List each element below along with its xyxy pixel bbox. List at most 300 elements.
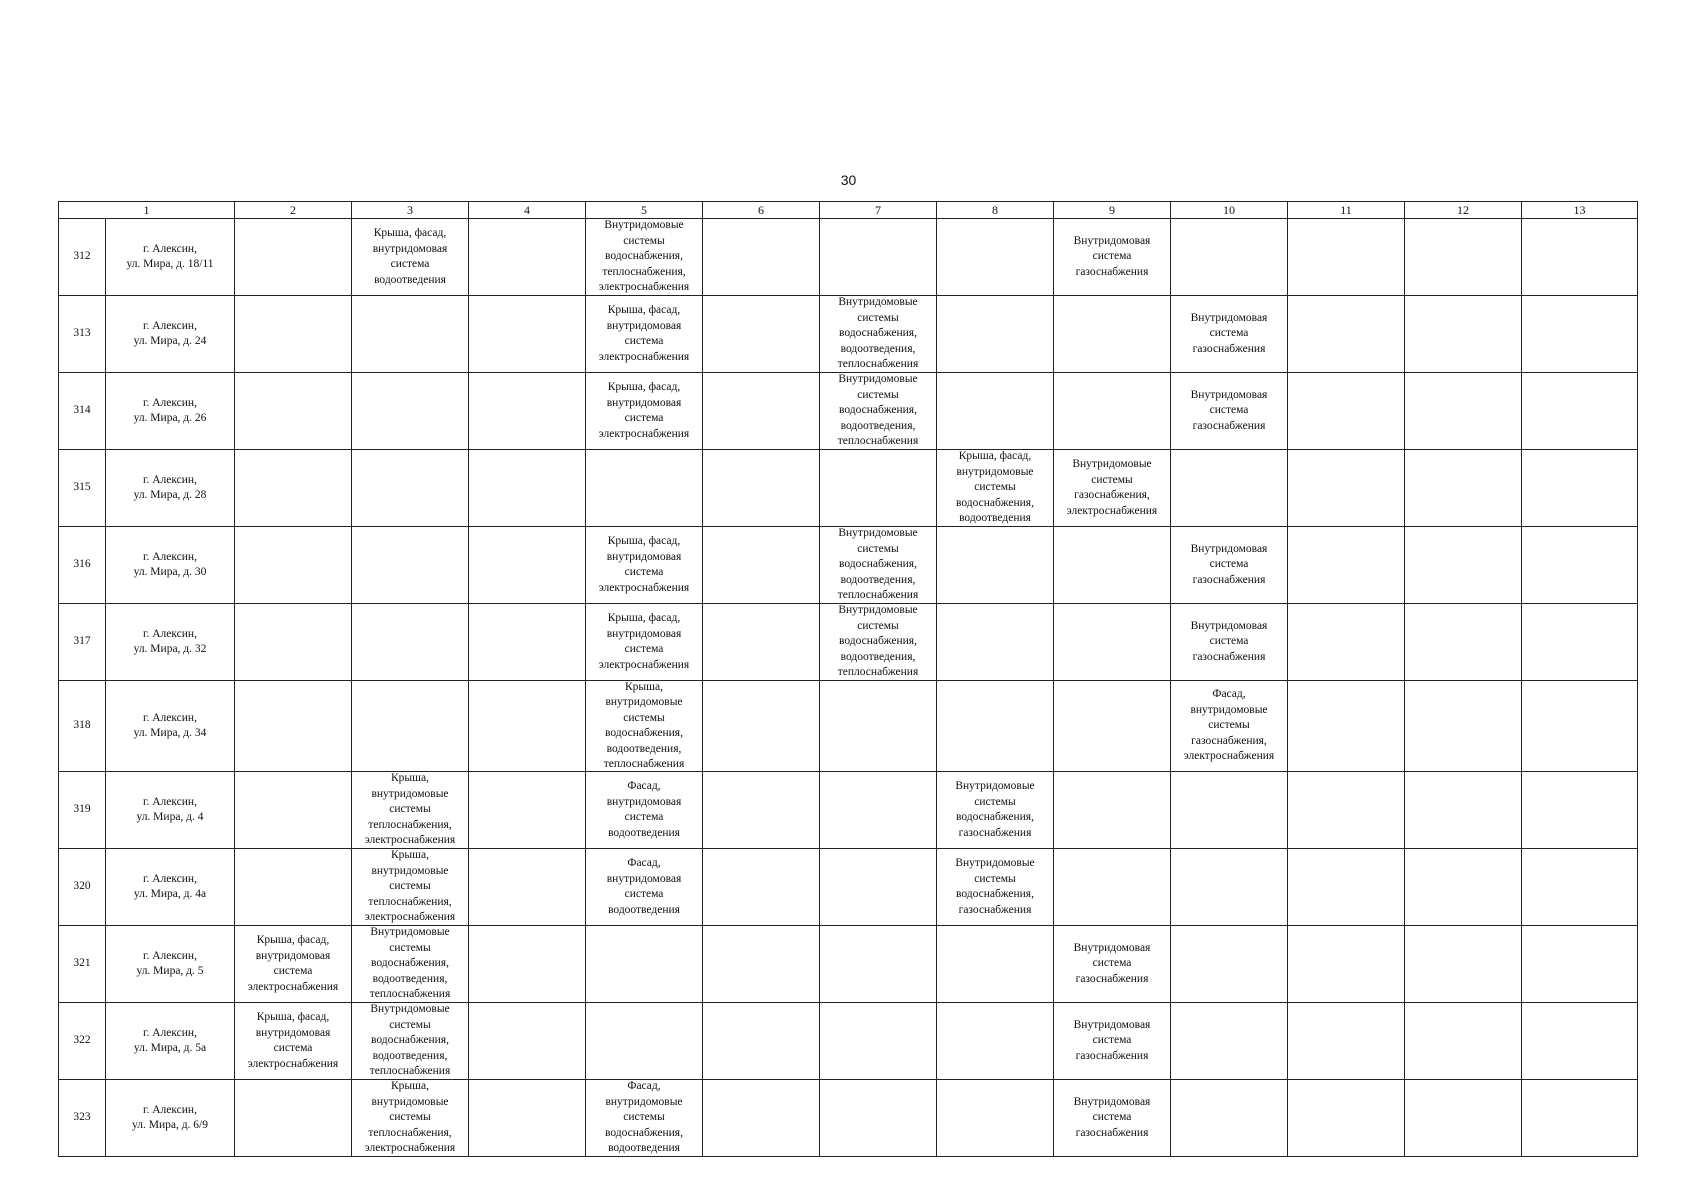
work-cell-col-5 <box>586 527 703 604</box>
cell-text-line: водоотведения, <box>840 342 916 355</box>
column-header-13: 13 <box>1522 202 1638 219</box>
column-header-2: 2 <box>235 202 352 219</box>
cell-text-line: водоснабжения, <box>605 1126 683 1139</box>
table-row <box>59 849 1638 926</box>
work-cell-col-3 <box>352 926 469 1003</box>
work-cell-col-4 <box>469 373 586 450</box>
cell-text-line: ул. Мира, д. 28 <box>133 489 207 501</box>
cell-text-line: внутридомовые <box>1190 703 1268 716</box>
cell-text-line: электроснабжения <box>598 281 690 294</box>
cell-text-line: Внутридомовая <box>1073 1095 1151 1108</box>
cell-text-line: г. Алексин, <box>143 473 197 486</box>
address-cell <box>106 772 235 849</box>
work-cell-col-2 <box>235 296 352 373</box>
cell-text-line: ул. Мира, д. 4а <box>133 888 207 900</box>
cell-text-line: внутридомовая <box>606 627 682 640</box>
cell-text-line: теплоснабжения, <box>368 818 452 831</box>
cell-text-line: электроснабжения <box>598 427 690 440</box>
work-cell-col-8 <box>937 219 1054 296</box>
address-cell <box>106 219 235 296</box>
cell-text-line: системы <box>857 311 899 324</box>
work-cell-col-7 <box>820 1080 937 1157</box>
work-cell-col-9 <box>1054 681 1171 772</box>
cell-text-line: водоотведения <box>959 512 1031 525</box>
work-cell-col-2 <box>235 681 352 772</box>
cell-text-line: газоснабжения <box>958 826 1032 839</box>
column-header-12: 12 <box>1405 202 1522 219</box>
cell-text-line: водоснабжения, <box>605 727 683 739</box>
cell-text-line: Крыша, фасад, <box>958 450 1032 463</box>
cell-text-line: Внутридомовые <box>370 1003 450 1016</box>
work-cell-col-9 <box>1054 1080 1171 1157</box>
cell-text-line: Внутридомовые <box>838 527 918 540</box>
cell-text-line: ул. Мира, д. 32 <box>133 643 207 655</box>
cell-text-line: водоснабжения, <box>956 496 1034 509</box>
work-cell-col-6 <box>703 849 820 926</box>
work-cell-col-12 <box>1405 926 1522 1003</box>
work-cell-col-10 <box>1171 772 1288 849</box>
work-cell-col-10 <box>1171 296 1288 373</box>
work-cell-col-4 <box>469 926 586 1003</box>
work-cell-col-5 <box>586 849 703 926</box>
work-cell-col-12 <box>1405 604 1522 681</box>
work-cell-col-10 <box>1171 849 1288 926</box>
work-cell-col-8 <box>937 296 1054 373</box>
work-cell-col-13 <box>1522 450 1638 527</box>
cell-text-line: системы <box>623 711 665 724</box>
work-cell-col-7 <box>820 849 937 926</box>
table-row <box>59 450 1638 527</box>
work-cell-col-12 <box>1405 450 1522 527</box>
table-body <box>59 219 1638 1157</box>
work-cell-col-13 <box>1522 1080 1638 1157</box>
cell-text-line: Крыша, фасад, <box>607 304 681 316</box>
table-row <box>59 604 1638 681</box>
work-cell-col-6 <box>703 1080 820 1157</box>
address-cell <box>106 527 235 604</box>
work-cell-col-6 <box>703 527 820 604</box>
cell-text-line: внутридомовая <box>606 550 682 563</box>
cell-text-line: система <box>1092 250 1132 263</box>
column-header-5: 5 <box>586 202 703 219</box>
work-cell-col-9 <box>1054 1003 1171 1080</box>
cell-text-line: внутридомовая <box>606 319 682 332</box>
cell-text-line: система <box>273 965 313 977</box>
cell-text-line: электроснабжения <box>598 350 690 363</box>
repair-schedule-table <box>58 201 1638 1157</box>
work-cell-col-5 <box>586 450 703 527</box>
work-cell-col-2 <box>235 373 352 450</box>
cell-text-line: Внутридомовые <box>838 373 918 386</box>
work-cell-col-6 <box>703 681 820 772</box>
cell-text-line: водоснабжения, <box>839 404 917 417</box>
work-cell-col-11 <box>1288 926 1405 1003</box>
cell-text-line: система <box>624 811 664 823</box>
work-cell-col-2 <box>235 219 352 296</box>
cell-text-line: системы <box>974 795 1016 808</box>
cell-text-line: водоснабжения, <box>371 957 449 970</box>
cell-text-line: внутридомовая <box>255 949 331 962</box>
column-header-3: 3 <box>352 202 469 219</box>
cell-text-line: системы <box>1091 473 1133 486</box>
work-cell-col-13 <box>1522 527 1638 604</box>
work-cell-col-13 <box>1522 849 1638 926</box>
row-number-cell: 319 <box>59 772 106 849</box>
cell-text-line: теплоснабжения <box>369 988 451 1001</box>
work-cell-col-9 <box>1054 450 1171 527</box>
work-cell-col-9 <box>1054 604 1171 681</box>
cell-text-line: Крыша, <box>391 1080 429 1093</box>
table-row <box>59 681 1638 772</box>
work-cell-col-7 <box>820 926 937 1003</box>
address-cell <box>106 681 235 772</box>
work-cell-col-12 <box>1405 849 1522 926</box>
work-cell-col-4 <box>469 604 586 681</box>
cell-text-line: Крыша, фасад, <box>373 227 447 239</box>
work-cell-col-7 <box>820 450 937 527</box>
work-cell-col-5 <box>586 373 703 450</box>
work-cell-col-9 <box>1054 373 1171 450</box>
work-cell-col-12 <box>1405 296 1522 373</box>
cell-text-line: ул. Мира, д. 6/9 <box>131 1119 208 1131</box>
cell-text-line: Внутридомовые <box>955 857 1035 869</box>
table-row <box>59 296 1638 373</box>
work-cell-col-7 <box>820 527 937 604</box>
work-cell-col-10 <box>1171 681 1288 772</box>
work-cell-col-11 <box>1288 1080 1405 1157</box>
cell-text-line: газоснабжения, <box>1074 489 1150 501</box>
cell-text-line: системы <box>389 880 431 893</box>
work-cell-col-8 <box>937 527 1054 604</box>
cell-text-line: система <box>624 888 664 900</box>
work-cell-col-7 <box>820 219 937 296</box>
work-cell-col-12 <box>1405 681 1522 772</box>
address-cell <box>106 849 235 926</box>
work-cell-col-13 <box>1522 926 1638 1003</box>
cell-text-line: газоснабжения <box>1192 342 1266 355</box>
cell-text-line: газоснабжения <box>1075 1049 1149 1062</box>
work-cell-col-2 <box>235 1003 352 1080</box>
work-cell-col-8 <box>937 926 1054 1003</box>
work-cell-col-11 <box>1288 527 1405 604</box>
work-cell-col-8 <box>937 604 1054 681</box>
work-cell-col-5 <box>586 772 703 849</box>
address-cell <box>106 450 235 527</box>
cell-text-line: г. Алексин, <box>143 1026 197 1039</box>
cell-text-line: внутридомовая <box>255 1026 331 1039</box>
column-header-8: 8 <box>937 202 1054 219</box>
work-cell-col-4 <box>469 1080 586 1157</box>
cell-text-line: ул. Мира, д. 24 <box>133 335 207 347</box>
cell-text-line: г. Алексин, <box>143 1103 197 1116</box>
work-cell-col-6 <box>703 772 820 849</box>
table-row <box>59 772 1638 849</box>
work-cell-col-8 <box>937 450 1054 527</box>
cell-text-line: Фасад, <box>1212 688 1246 701</box>
cell-text-line: система <box>1209 404 1249 417</box>
cell-text-line: водоотведения <box>608 903 680 916</box>
work-cell-col-3 <box>352 1003 469 1080</box>
work-cell-col-12 <box>1405 1080 1522 1157</box>
work-cell-col-10 <box>1171 527 1288 604</box>
cell-text-line: система <box>1209 558 1249 571</box>
cell-text-line: системы <box>857 388 899 401</box>
work-cell-col-8 <box>937 772 1054 849</box>
cell-text-line: газоснабжения <box>1192 573 1266 586</box>
cell-text-line: системы <box>389 1018 431 1031</box>
cell-text-line: система <box>1209 327 1249 340</box>
work-cell-col-4 <box>469 527 586 604</box>
cell-text-line: внутридомовые <box>605 1095 683 1108</box>
cell-text-line: газоснабжения <box>1075 265 1149 278</box>
row-number-cell: 318 <box>59 681 106 772</box>
column-header-11: 11 <box>1288 202 1405 219</box>
cell-text-line: Внутридомовая <box>1190 388 1268 401</box>
work-cell-col-12 <box>1405 527 1522 604</box>
work-cell-col-10 <box>1171 604 1288 681</box>
cell-text-line: электроснабжения <box>598 658 690 671</box>
column-header-10: 10 <box>1171 202 1288 219</box>
cell-text-line: г. Алексин, <box>143 711 197 724</box>
cell-text-line: г. Алексин, <box>143 627 197 640</box>
row-number-cell: 321 <box>59 926 106 1003</box>
cell-text-line: водоотведения, <box>372 1049 448 1062</box>
work-cell-col-4 <box>469 450 586 527</box>
cell-text-line: водоснабжения, <box>956 888 1034 900</box>
cell-text-line: внутридомовые <box>371 864 449 877</box>
cell-text-line: Внутридомовые <box>604 219 684 232</box>
row-number-cell: 313 <box>59 296 106 373</box>
work-cell-col-9 <box>1054 527 1171 604</box>
cell-text-line: система <box>1209 635 1249 648</box>
work-cell-col-6 <box>703 926 820 1003</box>
cell-text-line: Внутридомовая <box>1190 619 1268 632</box>
cell-text-line: теплоснабжения <box>603 758 685 770</box>
cell-text-line: водоснабжения, <box>839 327 917 340</box>
work-cell-col-8 <box>937 1080 1054 1157</box>
work-cell-col-7 <box>820 373 937 450</box>
cell-text-line: система <box>624 566 664 578</box>
work-cell-col-5 <box>586 219 703 296</box>
work-cell-col-5 <box>586 1003 703 1080</box>
work-cell-col-11 <box>1288 772 1405 849</box>
cell-text-line: теплоснабжения <box>837 666 919 679</box>
row-number-cell: 317 <box>59 604 106 681</box>
work-cell-col-3 <box>352 849 469 926</box>
cell-text-line: внутридомовые <box>956 465 1034 478</box>
work-cell-col-3 <box>352 681 469 772</box>
work-cell-col-7 <box>820 772 937 849</box>
cell-text-line: теплоснабжения <box>837 589 919 602</box>
cell-text-line: системы <box>974 872 1016 885</box>
table-row <box>59 219 1638 296</box>
work-cell-col-6 <box>703 604 820 681</box>
work-cell-col-3 <box>352 1080 469 1157</box>
table-row <box>59 1080 1638 1157</box>
work-cell-col-10 <box>1171 219 1288 296</box>
cell-text-line: системы <box>857 542 899 555</box>
work-cell-col-2 <box>235 604 352 681</box>
work-cell-col-13 <box>1522 772 1638 849</box>
work-cell-col-3 <box>352 772 469 849</box>
cell-text-line: Крыша, <box>391 849 429 862</box>
address-cell <box>106 604 235 681</box>
work-cell-col-3 <box>352 604 469 681</box>
cell-text-line: система <box>273 1042 313 1054</box>
work-cell-col-2 <box>235 772 352 849</box>
work-cell-col-5 <box>586 681 703 772</box>
cell-text-line: Крыша, фасад, <box>607 612 681 624</box>
cell-text-line: система <box>624 335 664 347</box>
row-number-cell: 314 <box>59 373 106 450</box>
cell-text-line: водоснабжения, <box>371 1034 449 1047</box>
work-cell-col-3 <box>352 373 469 450</box>
work-cell-col-5 <box>586 296 703 373</box>
column-number-header-row <box>59 202 1638 219</box>
cell-text-line: газоснабжения <box>1192 650 1266 663</box>
work-cell-col-13 <box>1522 681 1638 772</box>
work-cell-col-5 <box>586 604 703 681</box>
work-cell-col-12 <box>1405 772 1522 849</box>
work-cell-col-13 <box>1522 1003 1638 1080</box>
work-cell-col-12 <box>1405 373 1522 450</box>
work-cell-col-5 <box>586 1080 703 1157</box>
cell-text-line: г. Алексин, <box>143 242 197 255</box>
address-cell <box>106 296 235 373</box>
work-cell-col-8 <box>937 373 1054 450</box>
cell-text-line: системы <box>623 1111 665 1124</box>
cell-text-line: г. Алексин, <box>143 396 197 409</box>
work-cell-col-3 <box>352 450 469 527</box>
cell-text-line: ул. Мира, д. 5а <box>133 1042 207 1054</box>
cell-text-line: системы <box>623 234 665 247</box>
cell-text-line: система <box>624 412 664 424</box>
work-cell-col-6 <box>703 373 820 450</box>
cell-text-line: Внутридомовые <box>1072 458 1152 470</box>
cell-text-line: Внутридомовая <box>1190 311 1268 324</box>
cell-text-line: внутридомовая <box>606 872 682 885</box>
work-cell-col-3 <box>352 296 469 373</box>
cell-text-line: газоснабжения, <box>1191 734 1267 747</box>
work-cell-col-4 <box>469 219 586 296</box>
work-cell-col-9 <box>1054 849 1171 926</box>
cell-text-line: системы <box>857 619 899 632</box>
cell-text-line: Внутридомовая <box>1073 941 1151 954</box>
cell-text-line: Внутридомовая <box>1190 542 1268 555</box>
cell-text-line: теплоснабжения <box>837 358 919 371</box>
work-cell-col-2 <box>235 849 352 926</box>
work-cell-col-7 <box>820 296 937 373</box>
cell-text-line: водоснабжения, <box>839 558 917 571</box>
work-cell-col-4 <box>469 681 586 772</box>
cell-text-line: Внутридомовая <box>1073 234 1151 247</box>
work-cell-col-7 <box>820 681 937 772</box>
work-cell-col-10 <box>1171 926 1288 1003</box>
work-cell-col-7 <box>820 1003 937 1080</box>
row-number-cell: 316 <box>59 527 106 604</box>
work-cell-col-7 <box>820 604 937 681</box>
cell-text-line: г. Алексин, <box>143 949 197 962</box>
cell-text-line: внутридомовая <box>606 396 682 409</box>
cell-text-line: Фасад, <box>627 1080 661 1093</box>
cell-text-line: система <box>1092 957 1132 970</box>
cell-text-line: водоотведения, <box>606 742 682 755</box>
cell-text-line: электроснабжения <box>247 980 339 993</box>
work-cell-col-4 <box>469 849 586 926</box>
cell-text-line: ул. Мира, д. 26 <box>133 412 207 424</box>
cell-text-line: система <box>624 643 664 655</box>
cell-text-line: ул. Мира, д. 34 <box>133 727 207 739</box>
cell-text-line: система <box>1092 1111 1132 1124</box>
work-cell-col-3 <box>352 527 469 604</box>
cell-text-line: водоотведения <box>608 826 680 839</box>
cell-text-line: водоснабжения, <box>839 635 917 648</box>
cell-text-line: водоотведения, <box>840 573 916 586</box>
row-number-cell: 323 <box>59 1080 106 1157</box>
work-cell-col-6 <box>703 219 820 296</box>
cell-text-line: системы <box>389 803 431 816</box>
table-row <box>59 373 1638 450</box>
row-number-cell: 315 <box>59 450 106 527</box>
cell-text-line: г. Алексин, <box>143 550 197 563</box>
cell-text-line: г. Алексин, <box>143 319 197 332</box>
cell-text-line: водоотведения <box>608 1142 680 1155</box>
cell-text-line: внутридомовые <box>371 1095 449 1108</box>
cell-text-line: газоснабжения <box>1075 972 1149 985</box>
work-cell-col-8 <box>937 849 1054 926</box>
cell-text-line: электроснабжения <box>1183 750 1275 763</box>
work-cell-col-10 <box>1171 1080 1288 1157</box>
cell-text-line: система <box>390 258 430 270</box>
row-number-cell: 312 <box>59 219 106 296</box>
work-cell-col-2 <box>235 527 352 604</box>
work-cell-col-2 <box>235 1080 352 1157</box>
cell-text-line: системы <box>389 1111 431 1124</box>
work-cell-col-13 <box>1522 373 1638 450</box>
cell-text-line: электроснабжения <box>364 834 456 847</box>
cell-text-line: Внутридомовые <box>838 296 918 309</box>
work-cell-col-13 <box>1522 296 1638 373</box>
row-number-cell: 322 <box>59 1003 106 1080</box>
work-cell-col-10 <box>1171 1003 1288 1080</box>
cell-text-line: водоснабжения, <box>956 811 1034 823</box>
cell-text-line: системы <box>1208 719 1250 732</box>
work-cell-col-12 <box>1405 219 1522 296</box>
work-cell-col-11 <box>1288 373 1405 450</box>
table-row <box>59 926 1638 1003</box>
cell-text-line: Фасад, <box>627 857 661 869</box>
address-cell <box>106 1003 235 1080</box>
work-cell-col-9 <box>1054 296 1171 373</box>
work-cell-col-4 <box>469 296 586 373</box>
column-header-7: 7 <box>820 202 937 219</box>
work-cell-col-8 <box>937 1003 1054 1080</box>
cell-text-line: электроснабжения <box>1066 504 1158 517</box>
cell-text-line: газоснабжения <box>1192 419 1266 432</box>
cell-text-line: системы <box>974 481 1016 494</box>
cell-text-line: Крыша, фасад, <box>607 381 681 393</box>
work-cell-col-11 <box>1288 681 1405 772</box>
cell-text-line: теплоснабжения, <box>368 895 452 908</box>
cell-text-line: г. Алексин, <box>143 872 197 885</box>
cell-text-line: системы <box>389 941 431 954</box>
work-cell-col-10 <box>1171 450 1288 527</box>
column-header-6: 6 <box>703 202 820 219</box>
cell-text-line: водоотведения, <box>840 419 916 432</box>
work-cell-col-10 <box>1171 373 1288 450</box>
table-row <box>59 1003 1638 1080</box>
work-cell-col-11 <box>1288 450 1405 527</box>
